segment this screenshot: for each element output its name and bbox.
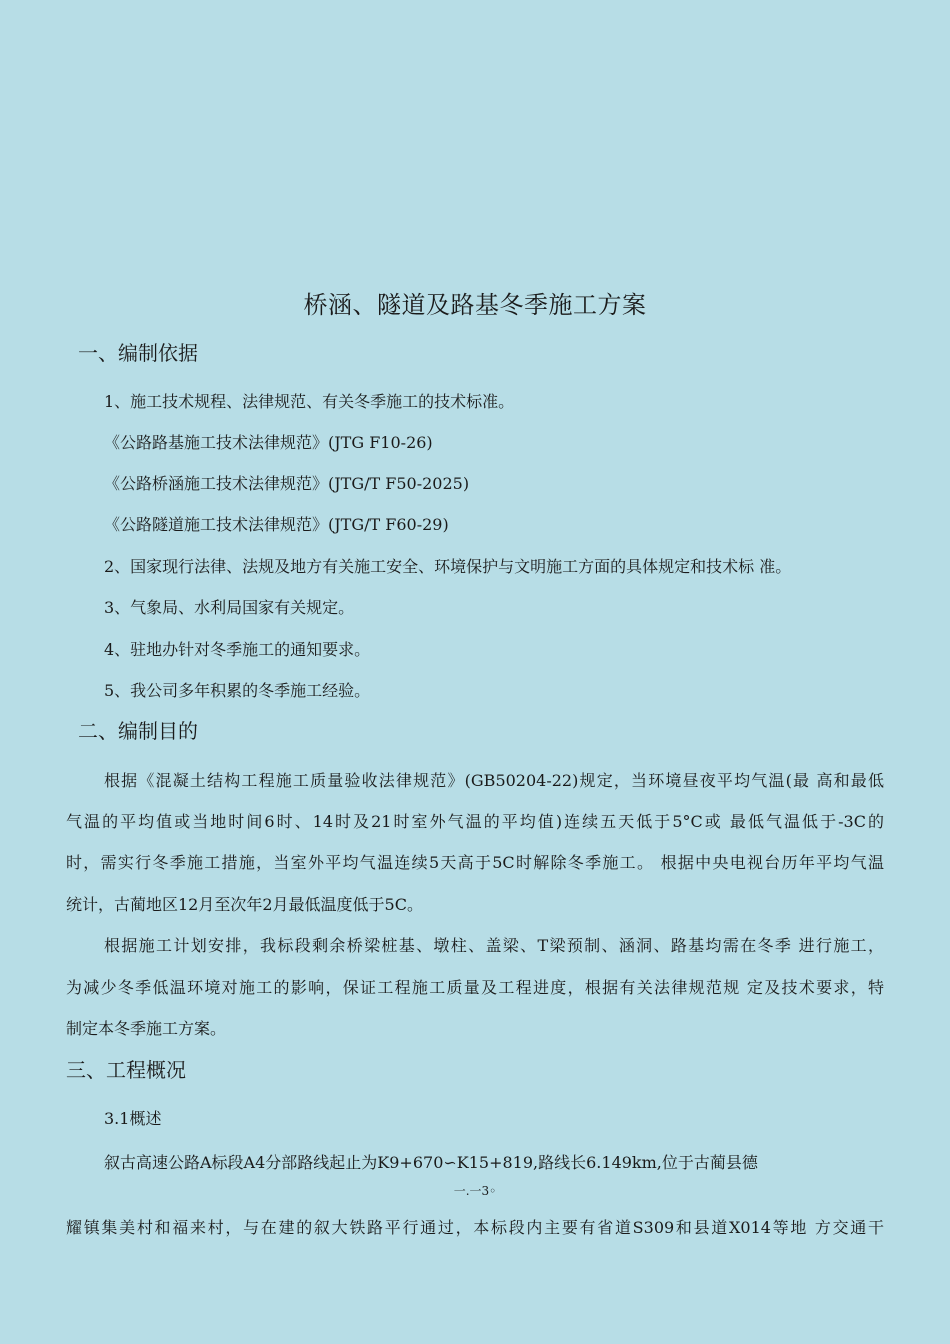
section-heading-purpose: 二、编制目的: [78, 719, 198, 743]
section-heading-basis: 一、编制依据: [78, 341, 198, 365]
basis-item-5: 5、我公司多年积累的冬季施工经验。: [104, 681, 371, 700]
purpose-paragraph-1-line: 统计，古蔺地区12月至次年2月最低温度低于5C。: [66, 895, 423, 914]
section-heading-overview: 三、工程概况: [66, 1058, 186, 1082]
purpose-paragraph-1-line: 根据《混凝土结构工程施工质量验收法律规范》(GB50204-22)规定，当环境昼夜平均气温(最 高和最低: [104, 771, 884, 790]
purpose-paragraph-1-line: 时，需实行冬季施工措施，当室外平均气温连续5天高于5C时解除冬季施工。 根据中央电视台历年平均气温: [66, 853, 884, 872]
purpose-paragraph-2-line: 制定本冬季施工方案。: [66, 1019, 227, 1038]
basis-item-2: 2、国家现行法律、法规及地方有关施工安全、环境保护与文明施工方面的具体规定和技术标 准。: [104, 557, 792, 576]
overview-paragraph-line: 叙古高速公路A标段A4分部路线起止为K9+670∽K15+819,路线长6.149km,位于古蔺县德: [104, 1153, 758, 1172]
purpose-paragraph-2-line: 为减少冬季低温环境对施工的影响，保证工程施工质量及工程进度，根据有关法律规范规 定及技术要求，特: [66, 978, 884, 997]
page-number: 一.一3◦: [453, 1184, 497, 1198]
basis-item-4: 4、驻地办针对冬季施工的通知要求。: [104, 640, 371, 659]
overview-paragraph-line: 耀镇集美村和福来村，与在建的叙大铁路平行通过，本标段内主要有省道S309和县道X014等地 方交通干: [66, 1218, 884, 1237]
basis-standard-1: 《公路路基施工技术法律规范》(JTG F10-26): [104, 433, 433, 452]
purpose-paragraph-1-line: 气温的平均值或当地时间6时、14时及21时室外气温的平均值)连续五天低于5°C或 最低气温低于-3C的: [66, 812, 884, 831]
basis-standard-3: 《公路隧道施工技术法律规范》(JTG/T F60-29): [104, 515, 449, 534]
basis-item-3: 3、气象局、水利局国家有关规定。: [104, 598, 355, 617]
document-title: 桥涵、隧道及路基冬季施工方案: [303, 291, 647, 319]
basis-item-1: 1、施工技术规程、法律规范、有关冬季施工的技术标准。: [104, 392, 515, 411]
purpose-paragraph-2-line: 根据施工计划安排，我标段剩余桥梁桩基、墩柱、盖梁、T梁预制、涵洞、路基均需在冬季 进行施工，: [104, 936, 884, 955]
basis-standard-2: 《公路桥涵施工技术法律规范》(JTG/T F50-2025): [104, 474, 470, 493]
subsection-heading-summary: 3.1概述: [104, 1109, 162, 1128]
